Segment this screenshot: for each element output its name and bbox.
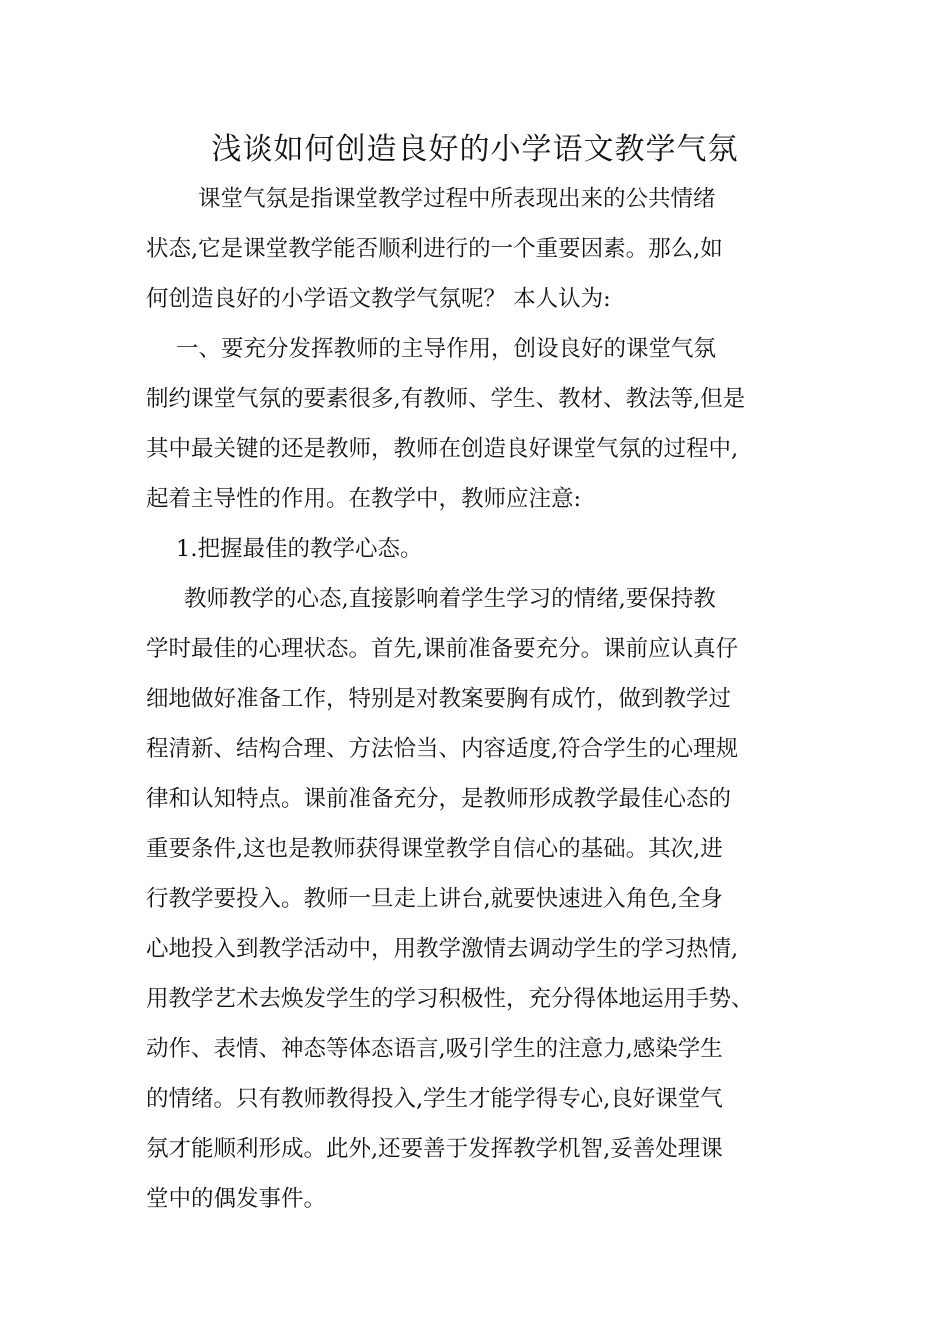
paragraph-line: 的情绪。只有教师教得投入,学生才能学得专心,良好课堂气 (146, 1086, 723, 1112)
section-heading: 一、要充分发挥教师的主导作用，创设良好的课堂气氛 (176, 336, 717, 362)
paragraph-line: 制约课堂气氛的要素很多,有教师、学生、教材、教法等,但是 (146, 386, 746, 412)
paragraph-line: 状态,它是课堂教学能否顺利进行的一个重要因素。那么,如 (146, 236, 723, 262)
subsection-heading: 1.把握最佳的教学心态。 (176, 536, 423, 562)
paragraph-line: 学时最佳的心理状态。首先,课前准备要充分。课前应认真仔 (146, 636, 739, 662)
paragraph-line: 重要条件,这也是教师获得课堂教学自信心的基础。其次,进 (146, 836, 723, 862)
paragraph-line: 何创造良好的小学语文教学气氛呢？ 本人认为: (146, 286, 611, 312)
paragraph-line: 程清新、结构合理、方法恰当、内容适度,符合学生的心理规 (146, 736, 739, 762)
paragraph-line: 教师教学的心态,直接影响着学生学习的情绪,要保持教 (184, 586, 716, 612)
paragraph-line: 其中最关键的还是教师，教师在创造良好课堂气氛的过程中, (146, 436, 739, 462)
paragraph-line: 课堂气氛是指课堂教学过程中所表现出来的公共情绪 (198, 186, 716, 212)
paragraph-line: 律和认知特点。课前准备充分，是教师形成教学最佳心态的 (146, 786, 732, 812)
paragraph-line: 心地投入到教学活动中，用教学激情去调动学生的学习热情, (146, 936, 739, 962)
paragraph-line: 行教学要投入。教师一旦走上讲台,就要快速进入角色,全身 (146, 886, 723, 912)
paragraph-line: 用教学艺术去焕发学生的学习积极性，充分得体地运用手势、 (146, 986, 754, 1012)
paragraph-line: 起着主导性的作用。在教学中，教师应注意: (146, 486, 582, 512)
paragraph-line: 细地做好准备工作，特别是对教案要胸有成竹，做到教学过 (146, 686, 732, 712)
paragraph-line: 氛才能顺利形成。此外,还要善于发挥教学机智,妥善处理课 (146, 1136, 723, 1162)
paragraph-line: 动作、表情、神态等体态语言,吸引学生的注意力,感染学生 (146, 1036, 723, 1062)
paragraph-line: 堂中的偶发事件。 (146, 1186, 327, 1212)
document-title: 浅谈如何创造良好的小学语文教学气氛 (211, 132, 739, 167)
